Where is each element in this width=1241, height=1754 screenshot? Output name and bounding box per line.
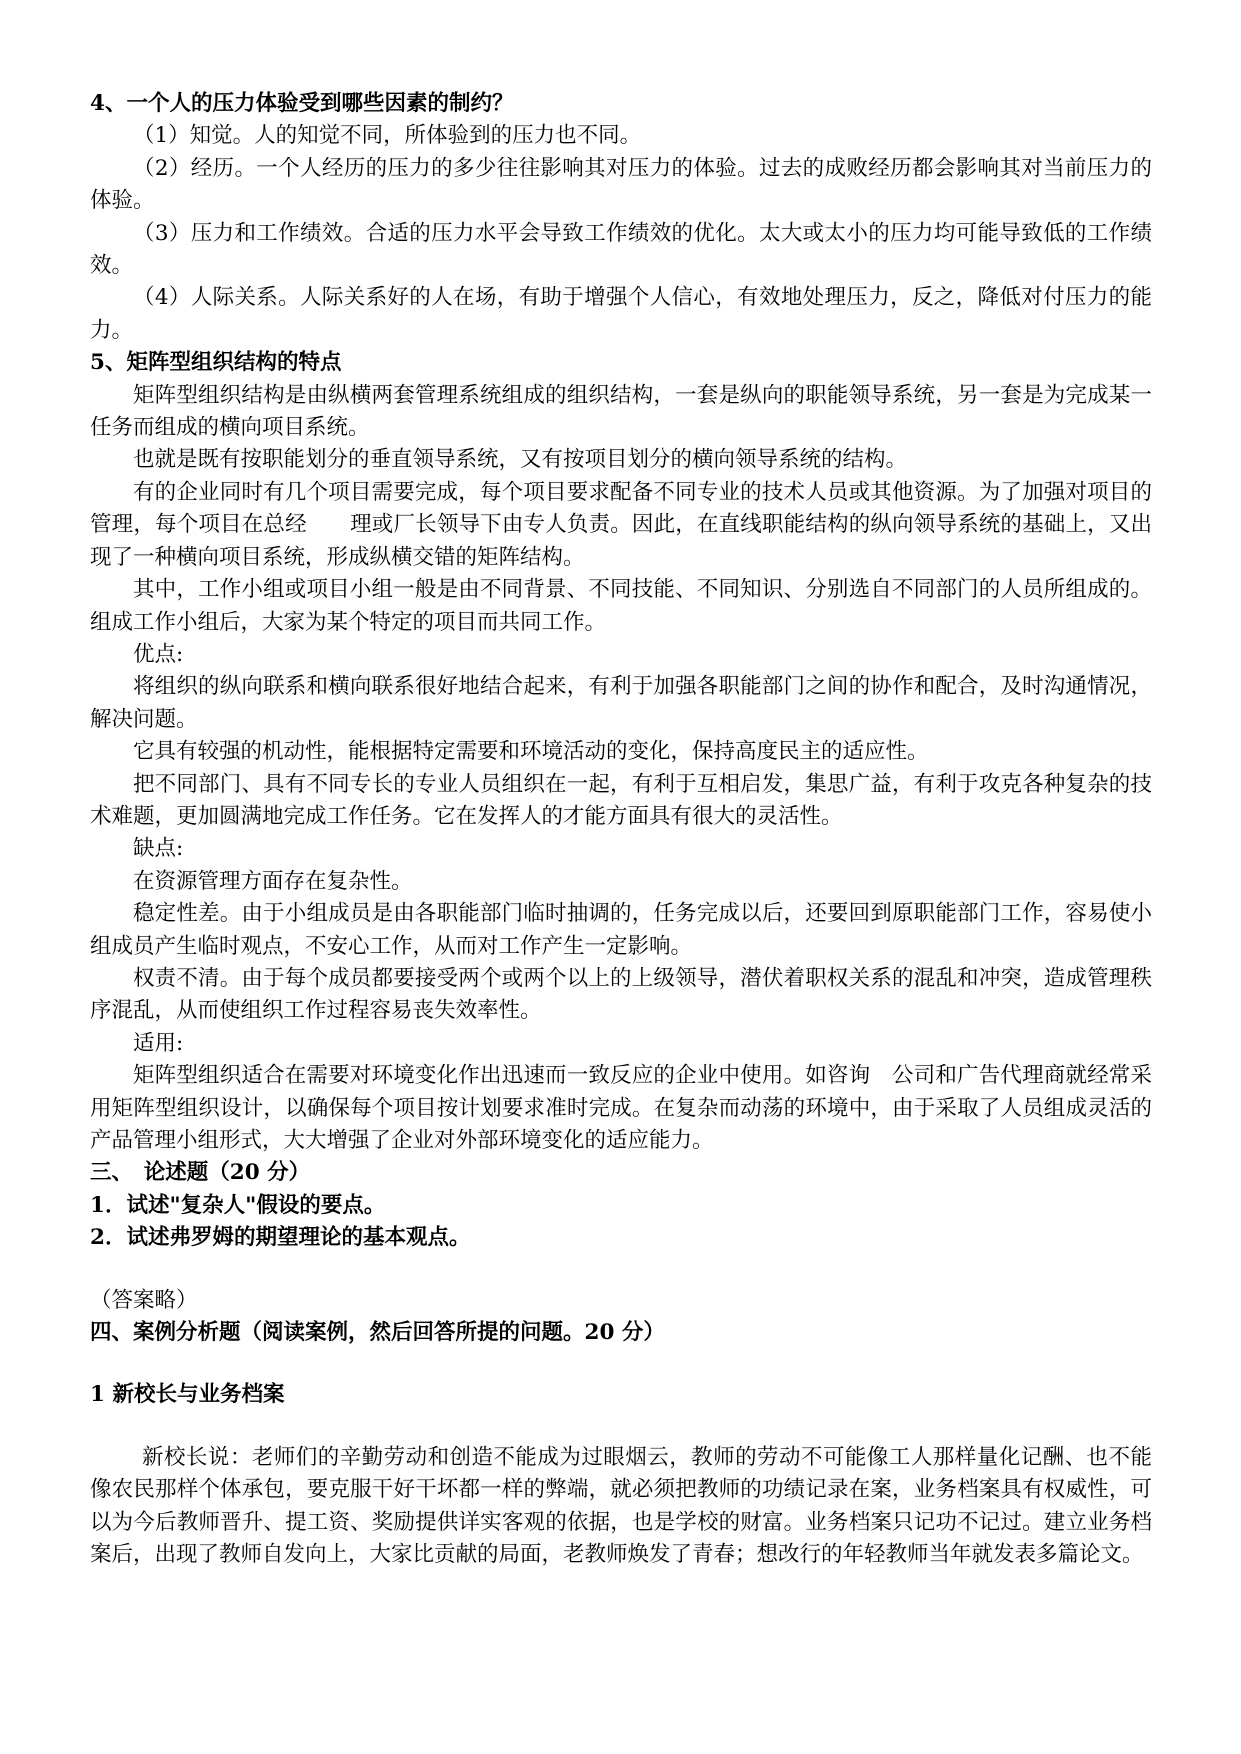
- section3-heading: 三、 论述题（20 分）: [90, 1160, 311, 1186]
- pros-label: 优点:: [133, 641, 184, 667]
- cons-item-3: 权责不清。由于每个成员都要接受两个或两个以上的上级领导，潜伏着职权关系的混乱和冲突，造成管理秩序混乱，从而使组织工作过程容易丧失效率性。: [90, 965, 1152, 1024]
- q5-para-3: 有的企业同时有几个项目需要完成，每个项目要求配备不同专业的技术人员或其他资源。为了加强对项目的管理，每个项目在总经 理或厂长领导下由专人负责。因此，在直线职能结构的纵向领导系统的基础上，又出现了一种横向项目系统，形成纵横交错的矩阵结构。: [90, 479, 1152, 570]
- spacer: [90, 1255, 1152, 1285]
- pros-item-2: 它具有较强的机动性，能根据特定需要和环境活动的变化，保持高度民主的适应性。: [133, 739, 929, 765]
- spacer: [90, 1412, 1152, 1442]
- essay-question-1: 1．试述"复杂人"假设的要点。: [90, 1192, 386, 1218]
- q4-item-1: （1）知觉。人的知觉不同，所体验到的压力也不同。: [133, 123, 642, 149]
- q4-heading: 4、一个人的压力体验受到哪些因素的制约？: [90, 91, 514, 116]
- q5-heading: 5、矩阵型组织结构的特点: [90, 350, 342, 376]
- essay-question-2: 2．试述弗罗姆的期望理论的基本观点。: [90, 1225, 471, 1251]
- q4-item-2: （2）经历。一个人经历的压力的多少往往影响其对压力的体验。过去的成败经历都会影响其对当前压力的体验。: [90, 155, 1152, 214]
- case-text: 新校长说：老师们的辛勤劳动和创造不能成为过眼烟云，教师的劳动不可能像工人那样量化记酬、也不能像农民那样个体承包，要克服干好干坏都一样的弊端，就必须把教师的功绩记录在案，业务档案具有权威性，可以为今后教师晋升、提工资、奖励提供详实客观的依据，也是学校的财富。业务档案只记功不记过。建立业务档案后，出现了教师自发向上，大家比贡献的局面，老教师焕发了青春；想改行的年轻教师当年就发表多篇论文。: [90, 1444, 1152, 1568]
- spacer: [90, 1349, 1152, 1379]
- q4-item-4: （4）人际关系。人际关系好的人在场，有助于增强个人信心，有效地处理压力，反之，降低对付压力的能力。: [90, 285, 1152, 343]
- answer-note: （答案略）: [90, 1287, 198, 1313]
- section4-heading: 四、案例分析题（阅读案例，然后回答所提的问题。20 分）: [90, 1320, 665, 1346]
- cons-item-2: 稳定性差。由于小组成员是由各职能部门临时抽调的，任务完成以后，还要回到原职能部门工作，容易使小组成员产生临时观点，不安心工作，从而对工作产生一定影响。: [90, 901, 1152, 959]
- pros-item-1: 将组织的纵向联系和横向联系很好地结合起来，有利于加强各职能部门之间的协作和配合，及时沟通情况，解决问题。: [90, 674, 1152, 732]
- usage-label: 适用:: [133, 1030, 184, 1056]
- document-page: [90, 88, 1152, 1571]
- cons-item-1: 在资源管理方面存在复杂性。: [133, 868, 413, 894]
- case-title: 1 新校长与业务档案: [90, 1382, 285, 1408]
- q5-para-1: 矩阵型组织结构是由纵横两套管理系统组成的组织结构，一套是纵向的职能领导系统，另一套是为完成某一任务而组成的横向项目系统。: [90, 382, 1152, 441]
- usage-text: 矩阵型组织适合在需要对环境变化作出迅速而一致反应的企业中使用。如咨询 公司和广告代理商就经常采用矩阵型组织设计，以确保每个项目按计划要求准时完成。在复杂而动荡的环境中，由于采取了人员组成灵活的产品管理小组形式，大大增强了企业对外部环境变化的适应能力。: [90, 1063, 1152, 1153]
- pros-item-3: 把不同部门、具有不同专长的专业人员组织在一起，有利于互相启发，集思广益，有利于攻克各种复杂的技术难题，更加圆满地完成工作任务。它在发挥人的才能方面具有很大的灵活性。: [90, 771, 1152, 829]
- q5-para-2: 也就是既有按职能划分的垂直领导系统，又有按项目划分的横向领导系统的结构。: [133, 447, 908, 473]
- cons-label: 缺点:: [133, 836, 184, 862]
- q5-para-4: 其中，工作小组或项目小组一般是由不同背景、不同技能、不同知识、分别选自不同部门的人员所组成的。组成工作小组后，大家为某个特定的项目而共同工作。: [90, 577, 1152, 635]
- q4-item-3: （3）压力和工作绩效。合适的压力水平会导致工作绩效的优化。太大或太小的压力均可能导致低的工作绩效。: [90, 220, 1152, 279]
